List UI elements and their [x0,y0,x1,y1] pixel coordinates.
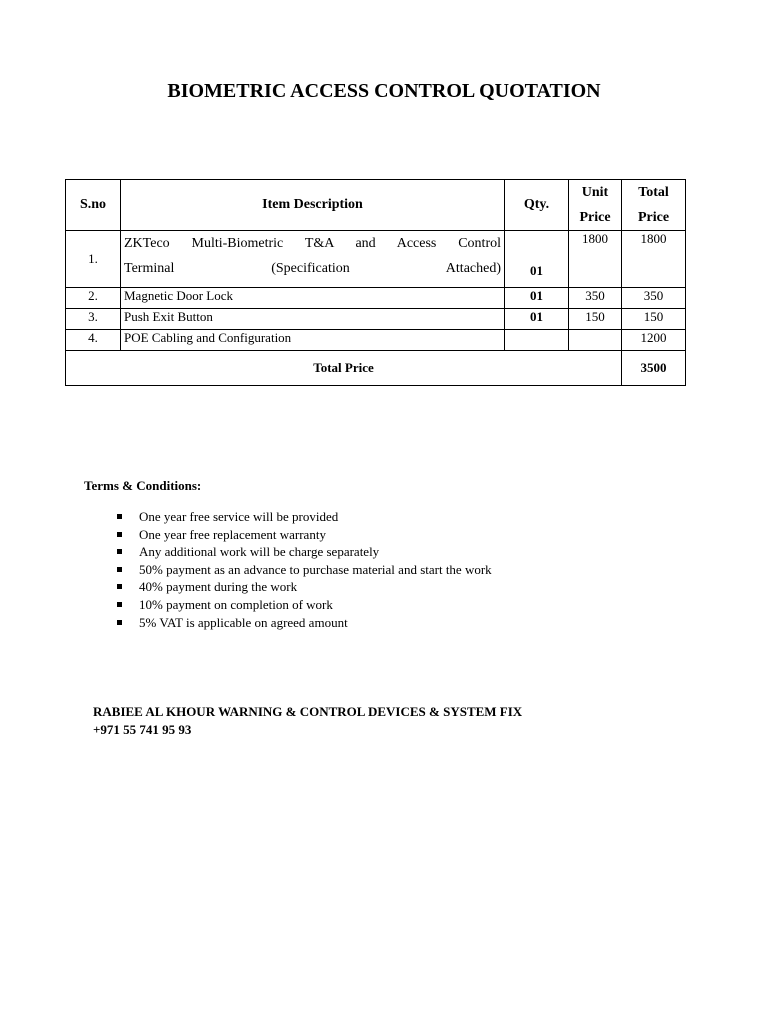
row-description: Magnetic Door Lock [121,288,505,309]
header-total-price [622,180,686,231]
square-bullet-icon [117,549,122,554]
term-text: One year free service will be provided [139,509,339,524]
company-name: RABIEE AL KHOUR WARNING & CONTROL DEVICES & SYSTEM FIX [93,704,523,719]
header-total-line1: Total [638,185,669,200]
list-item [114,508,492,526]
term-text: Any additional work will be charge separately [139,544,380,560]
list-item [114,526,492,544]
term-text: One year free replacement warranty [139,526,326,542]
header-unit-line1: Unit [581,185,609,200]
square-bullet-icon [117,602,122,607]
list-item [114,578,492,596]
row-unit-price [569,330,622,351]
total-value: 3500 [622,351,686,386]
terms-list [114,508,492,631]
header-sno: S.no [66,180,121,231]
company-phone: +971 55 741 95 93 [93,722,192,737]
row-total-price: 350 [622,288,686,309]
row-qty: 01 [505,309,569,330]
square-bullet-icon [117,620,122,625]
table-row [66,288,686,309]
header-item-description: Item Description [121,180,505,231]
square-bullet-icon [117,567,122,572]
row-unit-price: 150 [569,309,622,330]
row-total-price: 150 [622,309,686,330]
row-sno: 4. [66,330,121,351]
square-bullet-icon [117,514,122,519]
row-sno: 2. [66,288,121,309]
row-unit-price: 1800 [569,231,622,288]
table-row [66,330,686,351]
table-row [66,309,686,330]
term-text: 40% payment during the work [139,579,298,595]
list-item [114,614,492,632]
header-total-line2: Price [637,210,670,225]
table-header-row [66,180,686,231]
row-total-price: 1200 [622,330,686,351]
header-unit-price [569,180,622,231]
row-description-line1: ZKTeco Multi-Biometric T&A and Access Control [124,236,501,251]
document-title: BIOMETRIC ACCESS CONTROL QUOTATION [167,80,601,102]
term-text: 5% VAT is applicable on agreed amount [139,614,348,630]
term-text: 50% payment as an advance to purchase material and start the work [139,561,492,577]
header-unit-line2: Price [579,210,611,225]
list-item [114,543,492,561]
row-description: Push Exit Button [121,309,505,330]
row-qty: 01 [505,288,569,309]
row-unit-price: 350 [569,288,622,309]
term-text: 10% payment on completion of work [139,596,333,612]
row-description: POE Cabling and Configuration [121,330,505,351]
header-qty: Qty. [505,180,569,231]
list-item [114,561,492,579]
row-sno: 3. [66,309,121,330]
row-sno: 1. [66,231,121,288]
table-row [66,231,686,288]
company-block [93,703,522,739]
list-item [114,596,492,614]
total-row [66,351,686,386]
terms-heading: Terms & Conditions: [84,478,202,493]
row-total-price: 1800 [622,231,686,288]
row-qty [505,330,569,351]
square-bullet-icon [117,532,122,537]
row-description [121,231,505,288]
total-label: Total Price [66,351,622,386]
row-description-line2: Terminal (Specification Attached) [124,261,501,276]
square-bullet-icon [117,584,122,589]
quotation-table [65,179,686,386]
row-qty: 01 [505,231,569,288]
